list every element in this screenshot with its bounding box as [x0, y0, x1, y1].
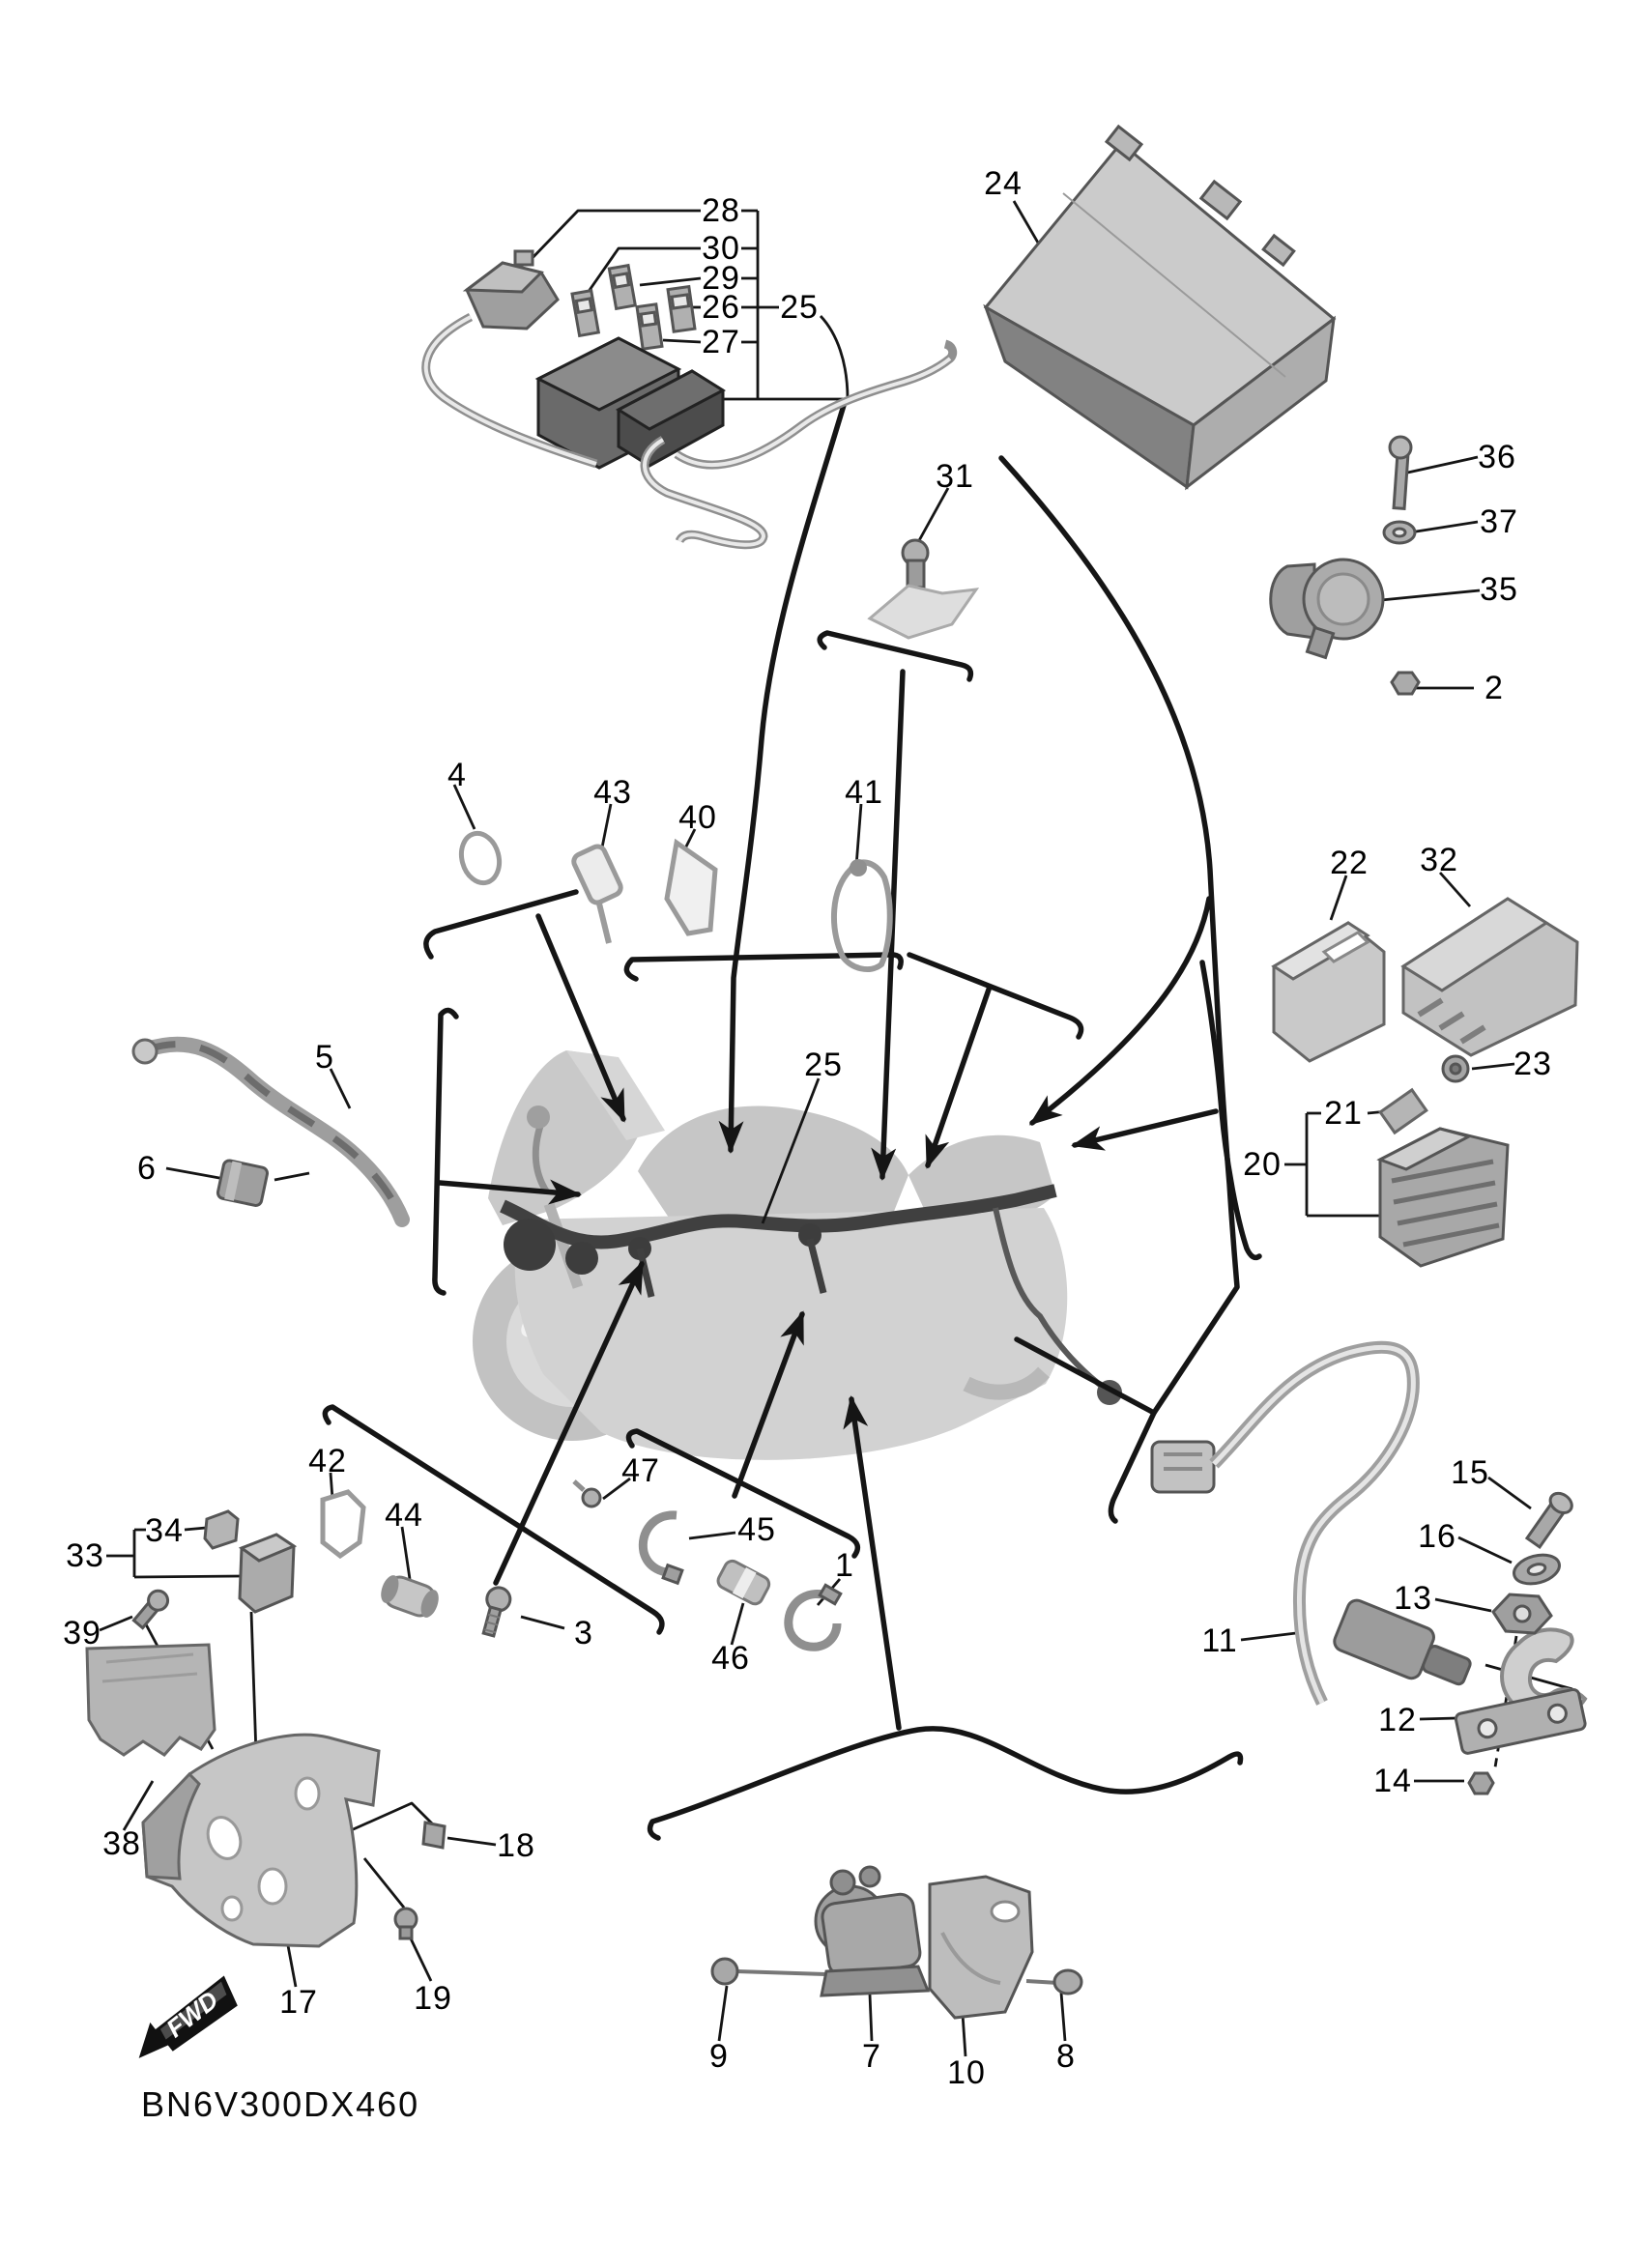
cube-34-part: [205, 1511, 238, 1548]
starter-7-part: [816, 1867, 928, 1995]
callout-27: 27: [702, 324, 740, 360]
callout-45: 45: [737, 1511, 776, 1548]
bracket-31-part: [870, 586, 976, 638]
callout-28: 28: [702, 192, 740, 229]
callout-25: 25: [804, 1047, 843, 1083]
callout-32: 32: [1420, 842, 1458, 878]
callout-24: 24: [984, 165, 1023, 202]
callout-15: 15: [1451, 1454, 1489, 1491]
damper-46-part: [715, 1559, 771, 1607]
callout-38: 38: [102, 1825, 141, 1862]
callout-23: 23: [1513, 1046, 1552, 1082]
callout-8: 8: [1056, 2038, 1076, 2075]
nut-37-part: [1384, 522, 1415, 543]
bolt-36-part: [1390, 437, 1411, 508]
callout-25: 25: [780, 289, 819, 326]
callout-43: 43: [593, 774, 632, 811]
callout-36: 36: [1478, 439, 1516, 475]
fuse-27-part: [637, 304, 662, 349]
part-code: BN6V300DX460: [141, 2084, 420, 2124]
callout-11: 11: [1201, 1622, 1238, 1659]
callout-12: 12: [1378, 1702, 1417, 1738]
callout-30: 30: [702, 230, 740, 267]
callout-17: 17: [279, 1984, 318, 2021]
clamp-45-part: [643, 1515, 682, 1583]
callout-34: 34: [145, 1512, 184, 1549]
clamp-1-part: [789, 1585, 841, 1647]
fuse-29-part: [609, 266, 635, 309]
motorcycle-silhouette: [473, 1047, 1122, 1460]
fuse-box-part: [538, 338, 723, 468]
callout-33: 33: [66, 1537, 104, 1574]
screw-3-part: [477, 1585, 512, 1638]
sub-wire-11-part: [1152, 1347, 1585, 1717]
washer-16-part: [1511, 1550, 1563, 1588]
fuel-tank: [638, 1106, 908, 1230]
callout-31: 31: [936, 458, 974, 495]
callout-1: 1: [835, 1547, 854, 1584]
callout-41: 41: [845, 774, 883, 811]
callout-3: 3: [574, 1615, 593, 1651]
cover-38-part: [87, 1645, 215, 1755]
horn-35-part: [1271, 560, 1383, 657]
mirror: [527, 1105, 550, 1129]
callout-46: 46: [711, 1640, 750, 1677]
callout-37: 37: [1480, 503, 1518, 540]
fwd-flag: [126, 1968, 244, 2073]
callout-14: 14: [1373, 1763, 1412, 1799]
bolt-31-part: [903, 540, 928, 588]
callout-13: 13: [1394, 1580, 1432, 1617]
callout-4: 4: [447, 757, 467, 793]
bolt-15-part: [1524, 1489, 1576, 1549]
callout-18: 18: [497, 1827, 535, 1864]
part-6: [216, 1160, 268, 1207]
ring-42-part: [323, 1492, 363, 1556]
clamp-47-part: [574, 1481, 600, 1507]
callout-19: 19: [414, 1980, 452, 2017]
connector-22-part: [1274, 923, 1384, 1061]
strap-43-part: [571, 844, 623, 904]
fuse-30-part: [572, 291, 598, 336]
nut-2-part: [1392, 673, 1419, 694]
callout-42: 42: [308, 1443, 347, 1479]
callout-16: 16: [1418, 1518, 1456, 1555]
callout-29: 29: [702, 260, 740, 297]
nut-14-part: [1469, 1773, 1493, 1794]
callout-44: 44: [385, 1497, 423, 1534]
relay-33-part: [240, 1535, 294, 1612]
cover-10-part: [930, 1877, 1032, 2018]
callout-26: 26: [702, 289, 740, 326]
callout-20: 20: [1243, 1146, 1282, 1183]
callout-47: 47: [621, 1452, 660, 1489]
bushing-44-part: [377, 1572, 442, 1622]
callout-6: 6: [137, 1150, 157, 1187]
fuse-26-part: [668, 287, 695, 332]
callout-7: 7: [862, 2038, 881, 2075]
callout-39: 39: [63, 1615, 101, 1651]
relay-28-part: [467, 251, 558, 329]
bracket-17-part: [143, 1735, 379, 1946]
clip-18-part: [423, 1823, 445, 1848]
lead-wire-5-part: [133, 1040, 402, 1220]
callout-40: 40: [678, 799, 717, 836]
fuse-21-part: [1380, 1090, 1427, 1133]
callout-10: 10: [947, 2054, 986, 2091]
nut-13-part: [1493, 1594, 1551, 1633]
bolt-8-part: [1026, 1970, 1081, 1994]
screw-39-part: [130, 1587, 171, 1630]
regulator-20-part: [1380, 1129, 1508, 1266]
callout-21: 21: [1324, 1095, 1363, 1132]
callout-22: 22: [1330, 845, 1369, 881]
band-40-part: [667, 843, 715, 933]
callout-5: 5: [315, 1039, 334, 1076]
callout-9: 9: [709, 2038, 729, 2075]
callout-35: 35: [1480, 571, 1518, 608]
ring-4-part: [456, 829, 504, 887]
ecu-32-part: [1403, 899, 1577, 1055]
fwd-flag-text: FWD: [160, 1985, 224, 2044]
clip-19-part: [395, 1909, 417, 1938]
nut-23-part: [1443, 1056, 1468, 1081]
callout-2: 2: [1484, 670, 1504, 706]
battery-24-part: [986, 127, 1334, 487]
